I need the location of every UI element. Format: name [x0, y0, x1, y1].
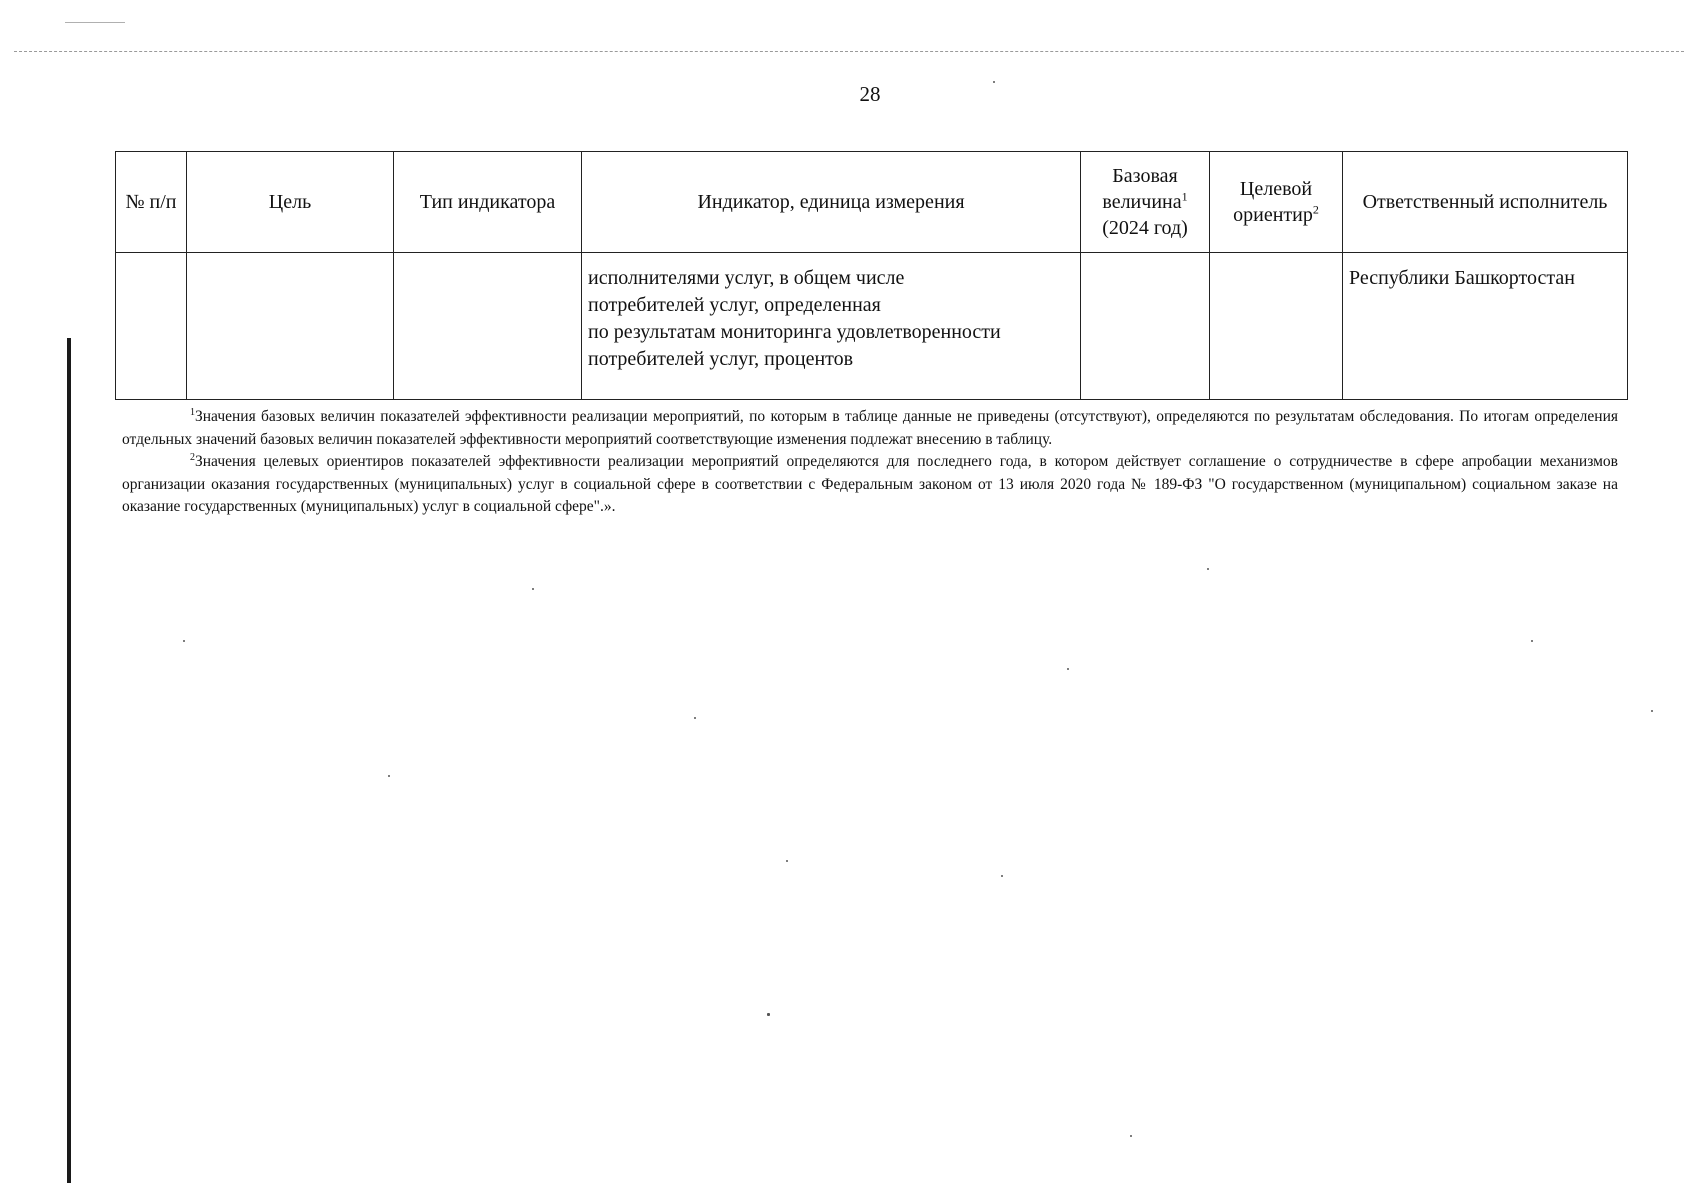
- scan-speck: [183, 640, 185, 642]
- scan-speck: [786, 860, 788, 862]
- scan-speck: [1067, 668, 1069, 670]
- header-base-value: [1081, 152, 1210, 253]
- scan-speck: [767, 1013, 770, 1016]
- cell-indicator-type: [394, 253, 582, 400]
- header-goal: Цель: [187, 152, 394, 253]
- scan-speck: [1531, 640, 1533, 642]
- scan-speck: [993, 81, 995, 83]
- cell-responsible: Республики Башкортостан: [1343, 253, 1628, 400]
- scan-speck: [694, 717, 696, 719]
- header-indicator-type: Тип индикатора: [394, 152, 582, 253]
- scan-speck: [1207, 568, 1209, 570]
- indicator-line: потребителей услуг, определенная: [588, 294, 881, 316]
- footnote-ref-2: 2: [1312, 202, 1319, 217]
- scan-binding-bar: [67, 338, 71, 1183]
- footnote-mark-2: 2: [190, 451, 195, 463]
- cell-base-value: [1081, 253, 1210, 400]
- header-base-year: (2024 год): [1102, 217, 1188, 239]
- indicator-line: потребителей услуг, процентов: [588, 348, 854, 370]
- header-num: № п/п: [116, 152, 187, 253]
- indicator-line: исполнителями услуг, в общем числе: [588, 267, 905, 289]
- cell-num: [116, 253, 187, 400]
- indicator-table: [115, 151, 1628, 400]
- header-target: [1210, 152, 1343, 253]
- table-header-row: [116, 152, 1628, 253]
- footnote-mark-1: 1: [190, 406, 195, 418]
- scan-speck: [1001, 875, 1003, 877]
- footnote-1: [122, 406, 1618, 451]
- scan-speck: [1651, 710, 1653, 712]
- footnote-text-2: Значения целевых ориентиров показателей эффективности реализации мероприятий определяются для последнего года, в котором действует соглашение о сотрудничестве в сфере апробации механизмов организации оказания государственных (муниципальных) услуг в социальной сфере в соответствии с Федеральным законом от 13 июля 2020 года № 189-ФЗ "О государственном (муниципальном) социальном заказе на оказание государственных (муниципальных) услуг в социальной сфере".».: [122, 453, 1618, 515]
- scan-speck: [388, 775, 390, 777]
- indicator-line: по результатам мониторинга удовлетворенности: [588, 321, 1001, 343]
- scan-edge-line: [14, 51, 1684, 52]
- cell-indicator: [582, 253, 1081, 400]
- header-target-label: Целевой ориентир: [1233, 178, 1313, 226]
- cell-goal: [187, 253, 394, 400]
- scan-mark: [65, 22, 125, 23]
- cell-target: [1210, 253, 1343, 400]
- page-number: 28: [859, 82, 881, 106]
- footnote-text-1: Значения базовых величин показателей эффективности реализации мероприятий, по которым в таблице данные не приведены (отсутствуют), определяются по результатам обследования. По итогам определения отдельных значений базовых величин показателей эффективности мероприятий соответствующие изменения подлежат внесению в таблицу.: [122, 408, 1618, 448]
- footnotes: [122, 406, 1618, 519]
- header-responsible: Ответственный исполнитель: [1343, 152, 1628, 253]
- scan-speck: [1130, 1135, 1132, 1137]
- scan-speck: [532, 588, 534, 590]
- header-indicator: Индикатор, единица измерения: [582, 152, 1081, 253]
- footnote-ref-1: 1: [1181, 189, 1188, 204]
- table-row: [116, 253, 1628, 400]
- footnote-2: [122, 451, 1618, 519]
- header-base-value-label: Базовая величина: [1102, 165, 1182, 213]
